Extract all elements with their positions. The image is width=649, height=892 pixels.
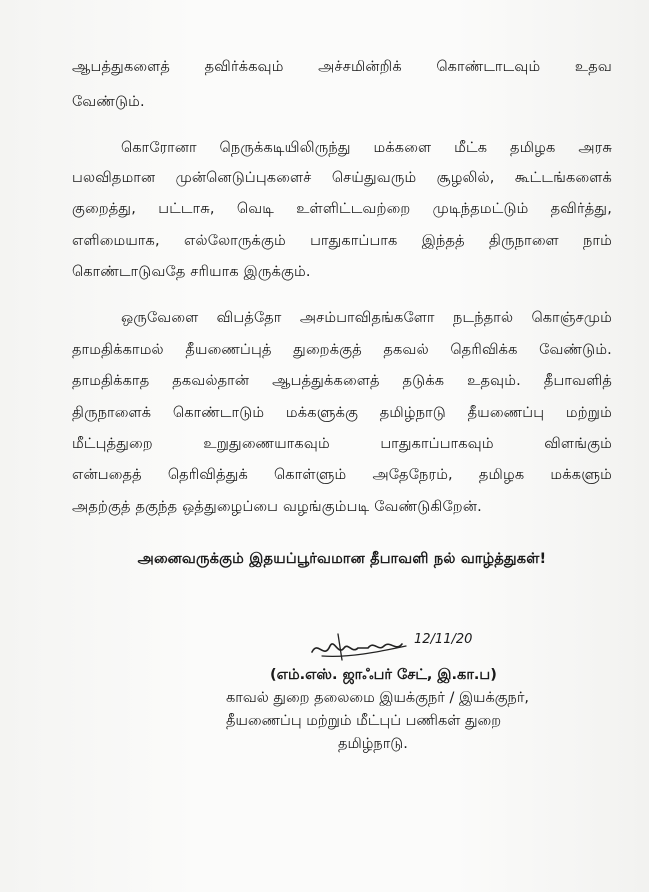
paragraph-1-line-1: ஆபத்துகளைத் தவிர்க்கவும் அச்சமின்றிக் கொண்டாடவும் உதவ xyxy=(72,59,612,75)
paragraph-3-line-5: மீட்புத்துறை உறுதுணையாகவும் பாதுகாப்பாகவும் விளங்கும் xyxy=(72,436,612,452)
signatory-title-line-3: தமிழ்நாடு. xyxy=(338,736,408,752)
paragraph-3-line-4: திருநாளைக் கொண்டாடும் மக்களுக்கு தமிழ்நாடு தீயணைப்பு மற்றும் xyxy=(72,405,612,421)
paragraph-3-line-2: தாமதிக்காமல் தீயணைப்புத் துறைக்குத் தகவல் தெரிவிக்க வேண்டும். xyxy=(72,342,612,358)
paragraph-3-line-6: என்பதைத் தெரிவித்துக் கொள்ளும் அதேநேரம், தமிழக மக்களும் xyxy=(72,467,612,483)
paragraph-3-line-3: தாமதிக்காத தகவல்தான் ஆபத்துக்களைத் தடுக்க உதவும். தீபாவளித் xyxy=(72,373,612,389)
paragraph-2-line-1: கொரோனா நெருக்கடியிலிருந்து மக்களை மீட்க தமிழக அரசு xyxy=(121,140,612,156)
signature-date: 12/11/20 xyxy=(414,632,473,647)
diwali-greeting: அனைவருக்கும் இதயப்பூர்வமான தீபாவளி நல் வாழ்த்துகள்! xyxy=(137,551,547,567)
signatory-title-line-2: தீயணைப்பு மற்றும் மீட்புப் பணிகள் துறை xyxy=(226,713,502,729)
paragraph-3-line-7: அதற்குத் தகுந்த ஒத்துழைப்பை வழங்கும்படி வேண்டுகிறேன். xyxy=(72,499,482,515)
paragraph-2-line-3: குறைத்து, பட்டாசு, வெடி உள்ளிட்டவற்றை முடிந்தமட்டும் தவிர்த்து, xyxy=(72,201,612,217)
paragraph-2-line-2: பலவிதமான முன்னெடுப்புகளைச் செய்துவரும் சூழலில், கூட்டங்களைக் xyxy=(72,170,612,186)
paragraph-2-line-4: எளிமையாக, எல்லோருக்கும் பாதுகாப்பாக இந்தத் திருநாளை நாம் xyxy=(72,233,612,249)
paragraph-1-line-2: வேண்டும். xyxy=(72,94,145,110)
paragraph-3-line-1: ஒருவேளை விபத்தோ அசம்பாவிதங்களோ நடந்தால் கொஞ்சமும் xyxy=(121,310,612,326)
signatory-title-line-1: காவல் துறை தலைமை இயக்குநர் / இயக்குநர், xyxy=(226,690,530,706)
signatory-name: (எம்.எஸ். ஜாஃபர் சேட், இ.கா.ப) xyxy=(270,667,497,683)
paragraph-2-line-5: கொண்டாடுவதே சரியாக இருக்கும். xyxy=(72,264,311,280)
